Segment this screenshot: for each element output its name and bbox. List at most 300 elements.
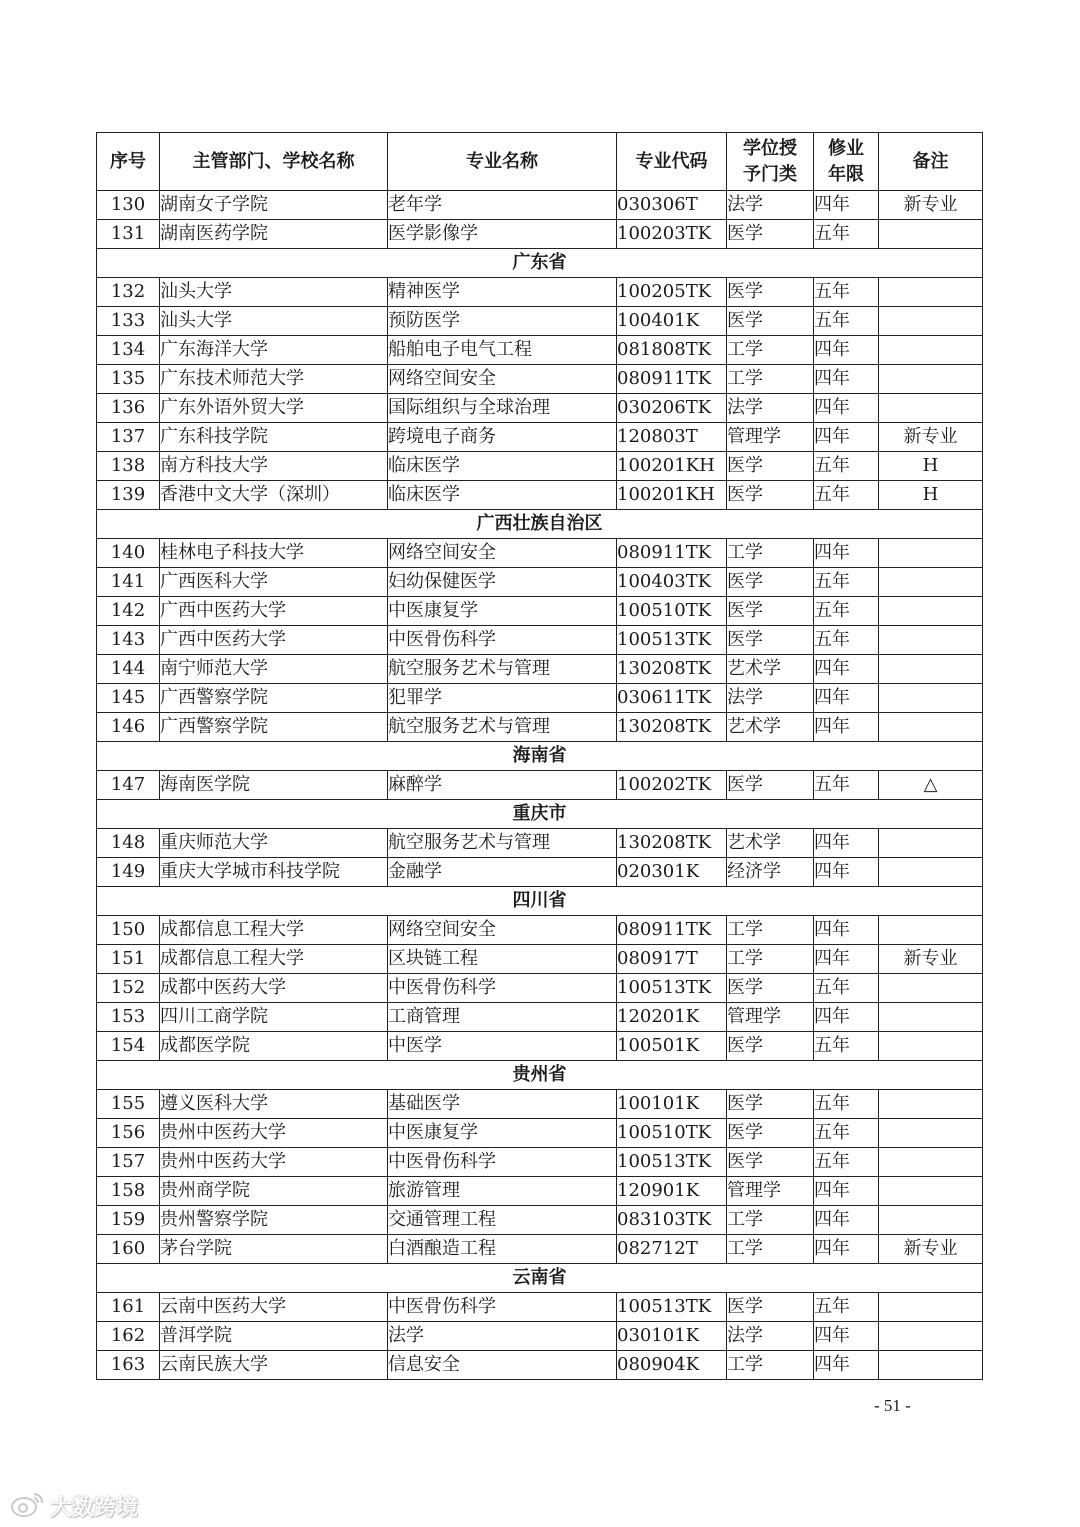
cell-note: △ (879, 771, 983, 800)
cell-seq: 148 (97, 829, 160, 858)
cell-major: 妇幼保健医学 (388, 568, 617, 597)
cell-category: 法学 (727, 1322, 814, 1351)
cell-code: 100201KH (617, 481, 727, 510)
cell-school: 湖南女子学院 (160, 191, 388, 220)
cell-seq: 151 (97, 945, 160, 974)
cell-school: 贵州中医药大学 (160, 1148, 388, 1177)
cell-code: 100513TK (617, 1148, 727, 1177)
cell-code: 030306T (617, 191, 727, 220)
cell-note (879, 365, 983, 394)
cell-code: 100513TK (617, 626, 727, 655)
cell-seq: 147 (97, 771, 160, 800)
cell-code: 080917T (617, 945, 727, 974)
cell-years: 五年 (814, 1119, 879, 1148)
cell-note (879, 394, 983, 423)
cell-note (879, 220, 983, 249)
cell-code: 100510TK (617, 597, 727, 626)
cell-school: 云南民族大学 (160, 1351, 388, 1380)
province-name: 四川省 (97, 887, 983, 916)
cell-years: 四年 (814, 1322, 879, 1351)
cell-category: 法学 (727, 394, 814, 423)
cell-note (879, 829, 983, 858)
cell-note (879, 1090, 983, 1119)
table-row (97, 945, 983, 974)
cell-seq: 156 (97, 1119, 160, 1148)
table-row (97, 423, 983, 452)
cell-major: 中医骨伤科学 (388, 1293, 617, 1322)
cell-category: 医学 (727, 626, 814, 655)
province-name: 贵州省 (97, 1061, 983, 1090)
table-row (97, 307, 983, 336)
cell-category: 医学 (727, 1119, 814, 1148)
table-row (97, 452, 983, 481)
cell-years: 四年 (814, 423, 879, 452)
cell-school: 广东外语外贸大学 (160, 394, 388, 423)
cell-major: 区块链工程 (388, 945, 617, 974)
cell-years: 四年 (814, 829, 879, 858)
province-row (97, 742, 983, 771)
table-row (97, 1090, 983, 1119)
cell-seq: 138 (97, 452, 160, 481)
cell-school: 海南医学院 (160, 771, 388, 800)
cell-code: 130208TK (617, 829, 727, 858)
cell-major: 航空服务艺术与管理 (388, 713, 617, 742)
cell-seq: 144 (97, 655, 160, 684)
table-row (97, 916, 983, 945)
cell-seq: 143 (97, 626, 160, 655)
cell-years: 五年 (814, 1090, 879, 1119)
header-note: 备注 (879, 133, 983, 191)
table-body (97, 191, 983, 1380)
cell-school: 香港中文大学（深圳） (160, 481, 388, 510)
table-row (97, 655, 983, 684)
cell-category: 经济学 (727, 858, 814, 887)
cell-note: 新专业 (879, 191, 983, 220)
table-row (97, 1322, 983, 1351)
cell-school: 南方科技大学 (160, 452, 388, 481)
cell-note: 新专业 (879, 945, 983, 974)
cell-code: 100513TK (617, 1293, 727, 1322)
cell-code: 120803T (617, 423, 727, 452)
cell-seq: 155 (97, 1090, 160, 1119)
cell-school: 成都信息工程大学 (160, 916, 388, 945)
cell-school: 普洱学院 (160, 1322, 388, 1351)
cell-school: 桂林电子科技大学 (160, 539, 388, 568)
cell-category: 法学 (727, 191, 814, 220)
table-row (97, 539, 983, 568)
cell-years: 五年 (814, 278, 879, 307)
watermark-text: 大数跨境 (50, 1495, 139, 1521)
cell-years: 五年 (814, 481, 879, 510)
cell-category: 医学 (727, 481, 814, 510)
cell-category: 法学 (727, 684, 814, 713)
cell-note (879, 1206, 983, 1235)
province-row (97, 1061, 983, 1090)
table-row (97, 191, 983, 220)
province-row (97, 1264, 983, 1293)
header-code: 专业代码 (617, 133, 727, 191)
cell-code: 100401K (617, 307, 727, 336)
watermark (10, 1490, 138, 1522)
cell-years: 四年 (814, 1351, 879, 1380)
cell-note (879, 626, 983, 655)
cell-category: 工学 (727, 1235, 814, 1264)
province-name: 云南省 (97, 1264, 983, 1293)
cell-school: 重庆大学城市科技学院 (160, 858, 388, 887)
cell-code: 100203TK (617, 220, 727, 249)
cell-note: 新专业 (879, 1235, 983, 1264)
table-row (97, 1032, 983, 1061)
cell-category: 艺术学 (727, 829, 814, 858)
page-number: - 51 - (874, 1396, 911, 1415)
cell-major: 中医学 (388, 1032, 617, 1061)
cell-major: 网络空间安全 (388, 916, 617, 945)
table-row (97, 394, 983, 423)
cell-code: 080911TK (617, 539, 727, 568)
cell-note (879, 916, 983, 945)
cell-note: H (879, 452, 983, 481)
cell-school: 重庆师范大学 (160, 829, 388, 858)
table-row (97, 713, 983, 742)
table-row (97, 858, 983, 887)
cell-years: 五年 (814, 220, 879, 249)
cell-seq: 145 (97, 684, 160, 713)
cell-code: 083103TK (617, 1206, 727, 1235)
cell-code: 100202TK (617, 771, 727, 800)
cell-seq: 152 (97, 974, 160, 1003)
cell-years: 四年 (814, 1003, 879, 1032)
cell-note (879, 684, 983, 713)
cell-years: 四年 (814, 858, 879, 887)
cell-note (879, 568, 983, 597)
cell-major: 医学影像学 (388, 220, 617, 249)
table-row (97, 771, 983, 800)
cell-seq: 157 (97, 1148, 160, 1177)
cell-years: 五年 (814, 771, 879, 800)
cell-school: 贵州中医药大学 (160, 1119, 388, 1148)
cell-category: 医学 (727, 597, 814, 626)
cell-major: 预防医学 (388, 307, 617, 336)
cell-years: 四年 (814, 365, 879, 394)
cell-note (879, 1351, 983, 1380)
cell-seq: 149 (97, 858, 160, 887)
province-name: 重庆市 (97, 800, 983, 829)
cell-seq: 142 (97, 597, 160, 626)
cell-major: 工商管理 (388, 1003, 617, 1032)
table-row (97, 568, 983, 597)
cell-code: 100510TK (617, 1119, 727, 1148)
cell-years: 五年 (814, 974, 879, 1003)
table-header-row (97, 133, 983, 191)
cell-years: 四年 (814, 713, 879, 742)
cell-category: 医学 (727, 568, 814, 597)
province-row (97, 249, 983, 278)
cell-years: 四年 (814, 539, 879, 568)
cell-school: 云南中医药大学 (160, 1293, 388, 1322)
cell-major: 中医骨伤科学 (388, 626, 617, 655)
cell-note (879, 1032, 983, 1061)
cell-code: 081808TK (617, 336, 727, 365)
table-row (97, 278, 983, 307)
cell-school: 南宁师范大学 (160, 655, 388, 684)
cell-seq: 137 (97, 423, 160, 452)
cell-school: 贵州警察学院 (160, 1206, 388, 1235)
cell-category: 艺术学 (727, 655, 814, 684)
cell-years: 五年 (814, 1293, 879, 1322)
cell-years: 四年 (814, 655, 879, 684)
cell-note (879, 713, 983, 742)
cell-code: 100513TK (617, 974, 727, 1003)
cell-code: 030611TK (617, 684, 727, 713)
cell-years: 四年 (814, 336, 879, 365)
cell-major: 国际组织与全球治理 (388, 394, 617, 423)
cell-major: 临床医学 (388, 481, 617, 510)
cell-seq: 135 (97, 365, 160, 394)
cell-school: 广东科技学院 (160, 423, 388, 452)
table-row (97, 336, 983, 365)
cell-school: 广西中医药大学 (160, 597, 388, 626)
cell-seq: 146 (97, 713, 160, 742)
province-row (97, 800, 983, 829)
cell-seq: 159 (97, 1206, 160, 1235)
cell-code: 120901K (617, 1177, 727, 1206)
cell-note (879, 278, 983, 307)
cell-seq: 160 (97, 1235, 160, 1264)
cell-school: 湖南医药学院 (160, 220, 388, 249)
cell-note (879, 336, 983, 365)
cell-category: 医学 (727, 1148, 814, 1177)
cell-years: 四年 (814, 916, 879, 945)
cell-major: 交通管理工程 (388, 1206, 617, 1235)
cell-major: 法学 (388, 1322, 617, 1351)
cell-category: 医学 (727, 1090, 814, 1119)
cell-seq: 153 (97, 1003, 160, 1032)
cell-major: 网络空间安全 (388, 365, 617, 394)
cell-category: 医学 (727, 974, 814, 1003)
cell-major: 网络空间安全 (388, 539, 617, 568)
province-name: 海南省 (97, 742, 983, 771)
cell-years: 四年 (814, 1206, 879, 1235)
table-row (97, 829, 983, 858)
cell-note (879, 307, 983, 336)
cell-category: 工学 (727, 1351, 814, 1380)
cell-category: 管理学 (727, 1003, 814, 1032)
cell-years: 五年 (814, 307, 879, 336)
cell-school: 茅台学院 (160, 1235, 388, 1264)
cell-category: 医学 (727, 771, 814, 800)
table-row (97, 1351, 983, 1380)
header-major: 专业名称 (388, 133, 617, 191)
cell-category: 医学 (727, 278, 814, 307)
cell-category: 管理学 (727, 1177, 814, 1206)
table-row (97, 481, 983, 510)
province-name: 广西壮族自治区 (97, 510, 983, 539)
cell-major: 航空服务艺术与管理 (388, 829, 617, 858)
cell-major: 金融学 (388, 858, 617, 887)
header-years (814, 133, 879, 191)
cell-seq: 161 (97, 1293, 160, 1322)
cell-seq: 158 (97, 1177, 160, 1206)
cell-seq: 141 (97, 568, 160, 597)
cell-code: 100205TK (617, 278, 727, 307)
cell-code: 020301K (617, 858, 727, 887)
table-row (97, 626, 983, 655)
cell-years: 五年 (814, 626, 879, 655)
table-row (97, 1003, 983, 1032)
table-row (97, 974, 983, 1003)
table-row (97, 1119, 983, 1148)
cell-major: 中医康复学 (388, 1119, 617, 1148)
cell-school: 四川工商学院 (160, 1003, 388, 1032)
cell-note (879, 655, 983, 684)
header-seq: 序号 (97, 133, 160, 191)
cell-seq: 140 (97, 539, 160, 568)
cell-note (879, 974, 983, 1003)
cell-major: 犯罪学 (388, 684, 617, 713)
cell-major: 临床医学 (388, 452, 617, 481)
cell-seq: 134 (97, 336, 160, 365)
cell-years: 四年 (814, 394, 879, 423)
province-row (97, 510, 983, 539)
cell-years: 四年 (814, 1235, 879, 1264)
cell-code: 080911TK (617, 916, 727, 945)
cell-category: 医学 (727, 1032, 814, 1061)
cell-years: 五年 (814, 1148, 879, 1177)
header-years-label: 修业年限 (828, 137, 864, 185)
cell-note (879, 597, 983, 626)
cell-major: 旅游管理 (388, 1177, 617, 1206)
cell-code: 080904K (617, 1351, 727, 1380)
cell-seq: 136 (97, 394, 160, 423)
cell-years: 五年 (814, 1032, 879, 1061)
cell-years: 四年 (814, 191, 879, 220)
cell-years: 四年 (814, 684, 879, 713)
cell-seq: 154 (97, 1032, 160, 1061)
cell-category: 工学 (727, 945, 814, 974)
cell-major: 航空服务艺术与管理 (388, 655, 617, 684)
cell-seq: 132 (97, 278, 160, 307)
cell-code: 130208TK (617, 713, 727, 742)
cell-major: 基础医学 (388, 1090, 617, 1119)
cell-major: 中医康复学 (388, 597, 617, 626)
cell-school: 广西警察学院 (160, 713, 388, 742)
province-name: 广东省 (97, 249, 983, 278)
table-row (97, 1177, 983, 1206)
cell-school: 广西中医药大学 (160, 626, 388, 655)
cell-note (879, 1177, 983, 1206)
cell-seq: 130 (97, 191, 160, 220)
cell-years: 四年 (814, 945, 879, 974)
cell-code: 080911TK (617, 365, 727, 394)
cell-code: 100201KH (617, 452, 727, 481)
cell-category: 医学 (727, 452, 814, 481)
cell-school: 广东技术师范大学 (160, 365, 388, 394)
cell-code: 030206TK (617, 394, 727, 423)
cell-seq: 131 (97, 220, 160, 249)
cell-major: 中医骨伤科学 (388, 974, 617, 1003)
province-row (97, 887, 983, 916)
table-row (97, 365, 983, 394)
cell-code: 100501K (617, 1032, 727, 1061)
cell-major: 信息安全 (388, 1351, 617, 1380)
cell-code: 082712T (617, 1235, 727, 1264)
cell-note (879, 1119, 983, 1148)
header-school: 主管部门、学校名称 (160, 133, 388, 191)
cell-note (879, 858, 983, 887)
cell-school: 贵州商学院 (160, 1177, 388, 1206)
cell-note (879, 1322, 983, 1351)
cell-category: 艺术学 (727, 713, 814, 742)
cell-note (879, 1293, 983, 1322)
cell-school: 广东海洋大学 (160, 336, 388, 365)
cell-school: 成都医学院 (160, 1032, 388, 1061)
cell-major: 麻醉学 (388, 771, 617, 800)
header-category (727, 133, 814, 191)
cell-school: 广西医科大学 (160, 568, 388, 597)
cell-note: H (879, 481, 983, 510)
cell-code: 100101K (617, 1090, 727, 1119)
table-row (97, 684, 983, 713)
cell-note (879, 539, 983, 568)
table-row (97, 1293, 983, 1322)
cell-seq: 150 (97, 916, 160, 945)
cell-note (879, 1148, 983, 1177)
majors-table (96, 132, 983, 1380)
cell-seq: 139 (97, 481, 160, 510)
cell-seq: 163 (97, 1351, 160, 1380)
cell-school: 遵义医科大学 (160, 1090, 388, 1119)
cell-major: 跨境电子商务 (388, 423, 617, 452)
cell-category: 管理学 (727, 423, 814, 452)
cell-category: 医学 (727, 307, 814, 336)
cell-category: 工学 (727, 365, 814, 394)
cell-category: 工学 (727, 1206, 814, 1235)
cell-major: 中医骨伤科学 (388, 1148, 617, 1177)
cell-category: 医学 (727, 220, 814, 249)
table-row (97, 1206, 983, 1235)
header-category-label: 学位授予门类 (743, 137, 797, 185)
cell-seq: 162 (97, 1322, 160, 1351)
cell-category: 工学 (727, 916, 814, 945)
cell-code: 030101K (617, 1322, 727, 1351)
cell-category: 工学 (727, 336, 814, 365)
cell-seq: 133 (97, 307, 160, 336)
cell-school: 成都中医药大学 (160, 974, 388, 1003)
cell-school: 汕头大学 (160, 278, 388, 307)
table-row (97, 1235, 983, 1264)
cell-category: 医学 (727, 1293, 814, 1322)
cell-years: 五年 (814, 568, 879, 597)
cell-school: 汕头大学 (160, 307, 388, 336)
cell-school: 广西警察学院 (160, 684, 388, 713)
cell-note: 新专业 (879, 423, 983, 452)
cell-major: 精神医学 (388, 278, 617, 307)
cell-major: 老年学 (388, 191, 617, 220)
cell-major: 白酒酿造工程 (388, 1235, 617, 1264)
weibo-logo-icon (10, 1490, 46, 1522)
cell-years: 四年 (814, 1177, 879, 1206)
cell-school: 成都信息工程大学 (160, 945, 388, 974)
cell-years: 五年 (814, 452, 879, 481)
cell-major: 船舶电子电气工程 (388, 336, 617, 365)
cell-code: 130208TK (617, 655, 727, 684)
cell-years: 五年 (814, 597, 879, 626)
table-row (97, 597, 983, 626)
cell-code: 100403TK (617, 568, 727, 597)
table-row (97, 220, 983, 249)
cell-note (879, 1003, 983, 1032)
cell-category: 工学 (727, 539, 814, 568)
